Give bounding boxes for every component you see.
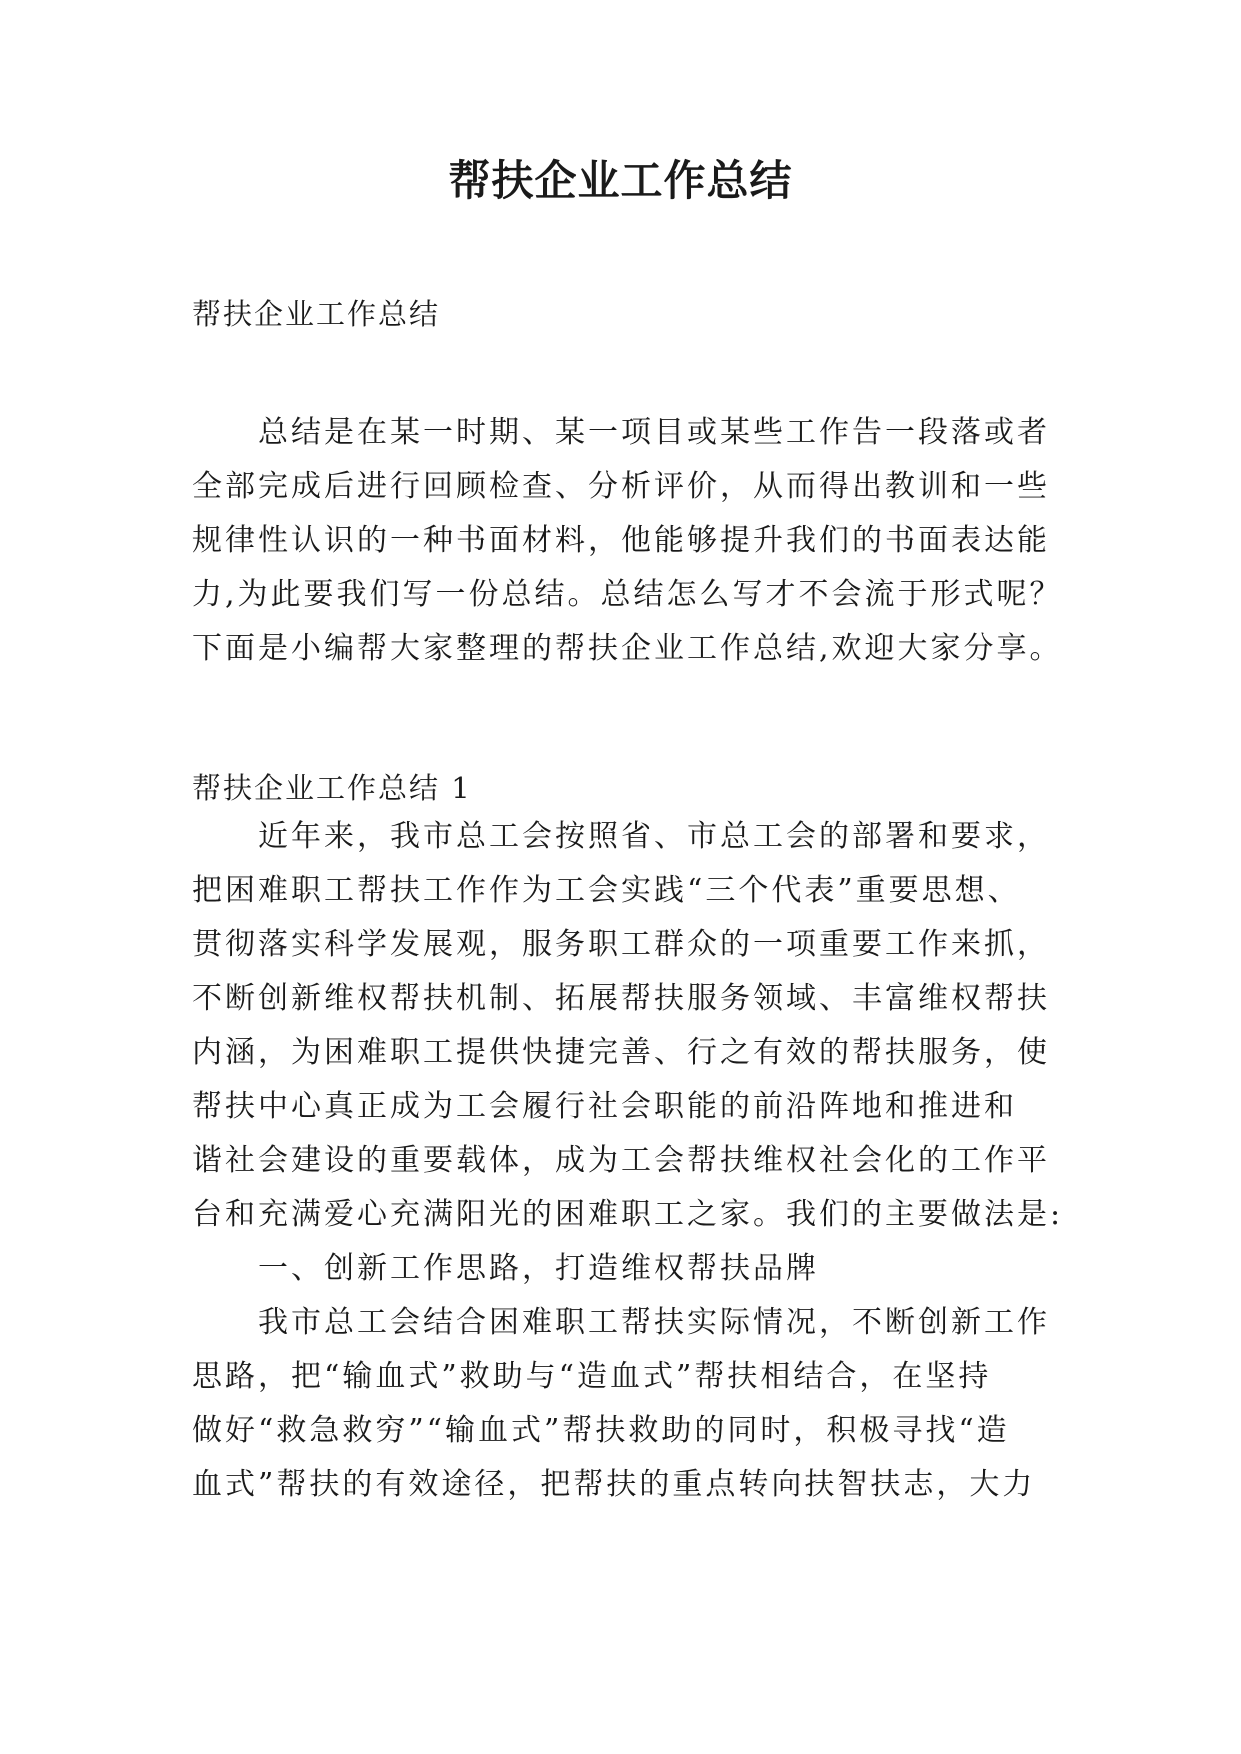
body-line: 贯彻落实科学发展观，服务职工群众的一项重要工作来抓，	[192, 927, 1050, 962]
document-subtitle: 帮扶企业工作总结	[192, 297, 441, 331]
document-title: 帮扶企业工作总结	[448, 156, 793, 205]
intro-line: 全部完成后进行回顾检查、分析评价，从而得出教训和一些	[192, 469, 1050, 504]
body-line: 血式”帮扶的有效途径，把帮扶的重点转向扶智扶志，大力	[192, 1467, 1036, 1502]
body-line: 思路，把“输血式”救助与“造血式”帮扶相结合，在坚持	[192, 1359, 992, 1394]
body-line: 帮扶中心真正成为工会履行社会职能的前沿阵地和推进和	[192, 1089, 1017, 1124]
section-1-body	[192, 810, 1064, 1512]
intro-line: 总结是在某一时期、某一项目或某些工作告一段落或者	[258, 415, 1050, 450]
intro-line: 力,为此要我们写一份总结。总结怎么写才不会流于形式呢？	[192, 577, 1063, 612]
body-line: 近年来，我市总工会按照省、市总工会的部署和要求，	[258, 819, 1050, 854]
intro-line: 规律性认识的一种书面材料，他能够提升我们的书面表达能	[192, 523, 1050, 558]
body-line: 不断创新维权帮扶机制、拓展帮扶服务领域、丰富维权帮扶	[192, 981, 1050, 1016]
body-line: 做好“救急救穷”“输血式”帮扶救助的同时，积极寻找“造	[192, 1413, 1010, 1448]
body-line: 把困难职工帮扶工作作为工会实践“三个代表”重要思想、	[192, 873, 1021, 908]
subheading-line: 一、创新工作思路，打造维权帮扶品牌	[258, 1251, 819, 1286]
body-line: 内涵，为困难职工提供快捷完善、行之有效的帮扶服务，使	[192, 1035, 1050, 1070]
body-line: 我市总工会结合困难职工帮扶实际情况，不断创新工作	[258, 1305, 1050, 1340]
intro-line: 下面是小编帮大家整理的帮扶企业工作总结,欢迎大家分享。	[192, 631, 1063, 666]
body-line: 谐社会建设的重要载体，成为工会帮扶维权社会化的工作平	[192, 1143, 1050, 1178]
intro-paragraph	[192, 406, 1063, 676]
body-line: 台和充满爱心充满阳光的困难职工之家。我们的主要做法是:	[192, 1197, 1064, 1232]
section-heading: 帮扶企业工作总结 1	[192, 771, 472, 805]
